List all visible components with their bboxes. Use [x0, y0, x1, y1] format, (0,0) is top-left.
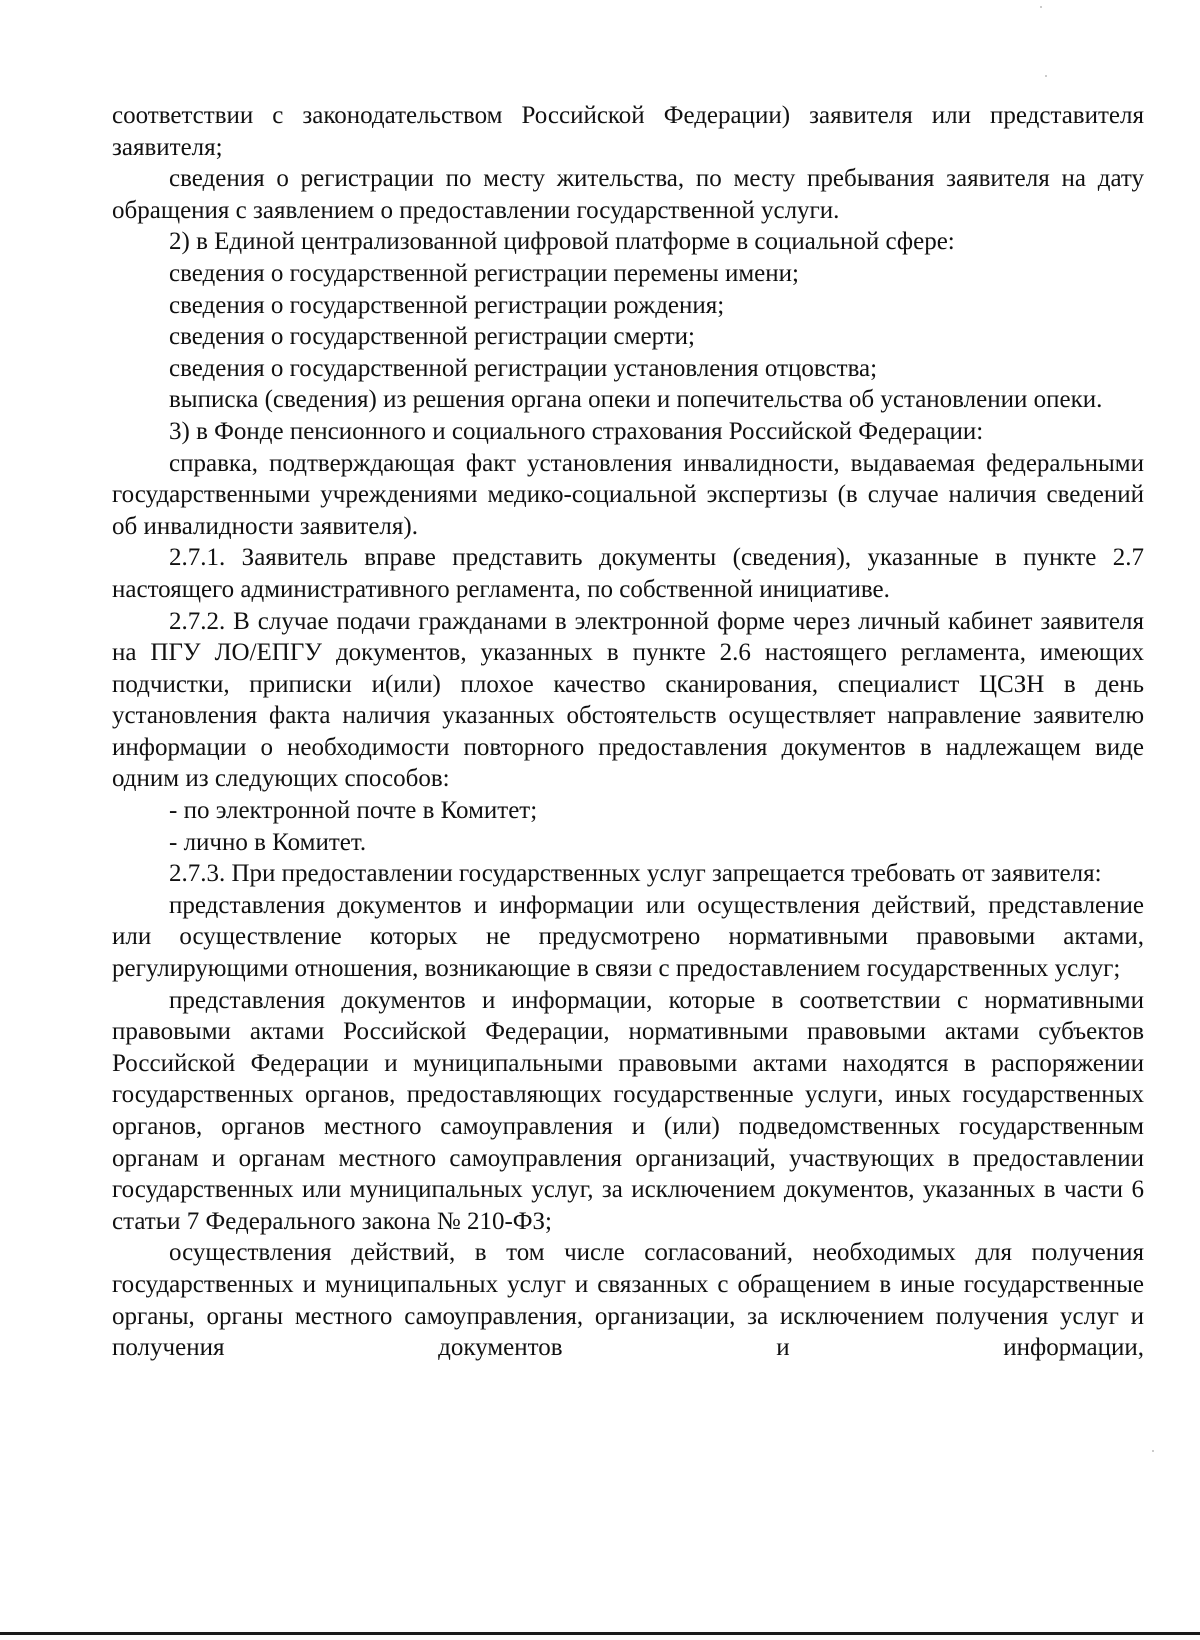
document-body [112, 100, 1144, 1364]
paragraph-death-registration: сведения о государственной регистрации смерти; [169, 323, 695, 351]
paragraph-2-7-3: 2.7.3. При предоставлении государственных услуг запрещается требовать от заявителя: [169, 860, 1102, 888]
paragraph-prohibition-1: представления документов и информации или осуществления действий, представление или осуществление которых не предусмотрено нормативными правовыми актами, регулирующими отношения, возникающие в связи с предоставлением государственных услуг; [112, 891, 1144, 983]
paragraph-by-email: - по электронной почте в Комитет; [169, 797, 538, 825]
paragraph-in-person: - лично в Комитет. [169, 828, 367, 856]
paragraph-item-3: 3) в Фонде пенсионного и социального страхования Российской Федерации: [169, 417, 984, 445]
paragraph-2-7-2: 2.7.2. В случае подачи гражданами в электронной форме через личный кабинет заявителя на ПГУ ЛО/ЕПГУ документов, указанных в пункте 2.6 настоящего регламента, имеющих подчистки, приписки и(или) плохое качество сканирования, специалист ЦСЗН в день установления факта наличия указанных обстоятельств осуществляет направление заявителю информации о необходимости повторного предоставления документов в надлежащем виде одним из следующих способов: [112, 607, 1144, 793]
paragraph-paternity-registration: сведения о государственной регистрации установления отцовства; [169, 354, 878, 382]
paragraph-item-2: 2) в Единой централизованной цифровой платформе в социальной сфере: [169, 228, 955, 256]
paragraph-2-7-1: 2.7.1. Заявитель вправе представить документы (сведения), указанные в пункте 2.7 настоящего административного регламента, по собственной инициативе. [112, 544, 1144, 603]
paragraph-birth-registration: сведения о государственной регистрации рождения; [169, 291, 725, 319]
paragraph-prohibition-2: представления документов и информации, которые в соответствии с нормативными правовыми актами Российской Федерации, нормативными правовыми актами субъектов Российской Федерации и муниципальными правовыми актами находятся в распоряжении государственных органов, предоставляющих государственные услуги, иных государственных органов, органов местного самоуправления и (или) подведомственных государственным органам и органам местного самоуправления организаций, участвующих в предоставлении государственных или муниципальных услуг, за исключением документов, указанных в части 6 статьи 7 Федерального закона № 210-ФЗ; [112, 986, 1144, 1235]
scan-speck [1040, 6, 1042, 8]
paragraph-name-change: сведения о государственной регистрации перемены имени; [169, 259, 799, 287]
paragraph-guardianship-extract: выписка (сведения) из решения органа опеки и попечительства об установлении опеки. [169, 386, 1103, 414]
paragraph-continuation: соответствии с законодательством Российской Федерации) заявителя или представителя заявителя; [112, 102, 1144, 161]
scan-speck [1045, 75, 1047, 77]
paragraph-registration-info: сведения о регистрации по месту жительства, по месту пребывания заявителя на дату обращения с заявлением о предоставлении государственной услуги. [112, 165, 1144, 224]
scan-speck [1152, 1450, 1154, 1452]
paragraph-prohibition-3: осуществления действий, в том числе согласований, необходимых для получения государственных и муниципальных услуг и связанных с обращением в иные государственные органы, органы местного самоуправления, организации, за исключением получения услуг и получения документов и информации, [112, 1239, 1144, 1362]
scan-edge-line [0, 1632, 1200, 1635]
paragraph-disability-certificate: справка, подтверждающая факт установления инвалидности, выдаваемая федеральными государственными учреждениями медико-социальной экспертизы (в случае наличия сведений об инвалидности заявителя). [112, 449, 1144, 540]
